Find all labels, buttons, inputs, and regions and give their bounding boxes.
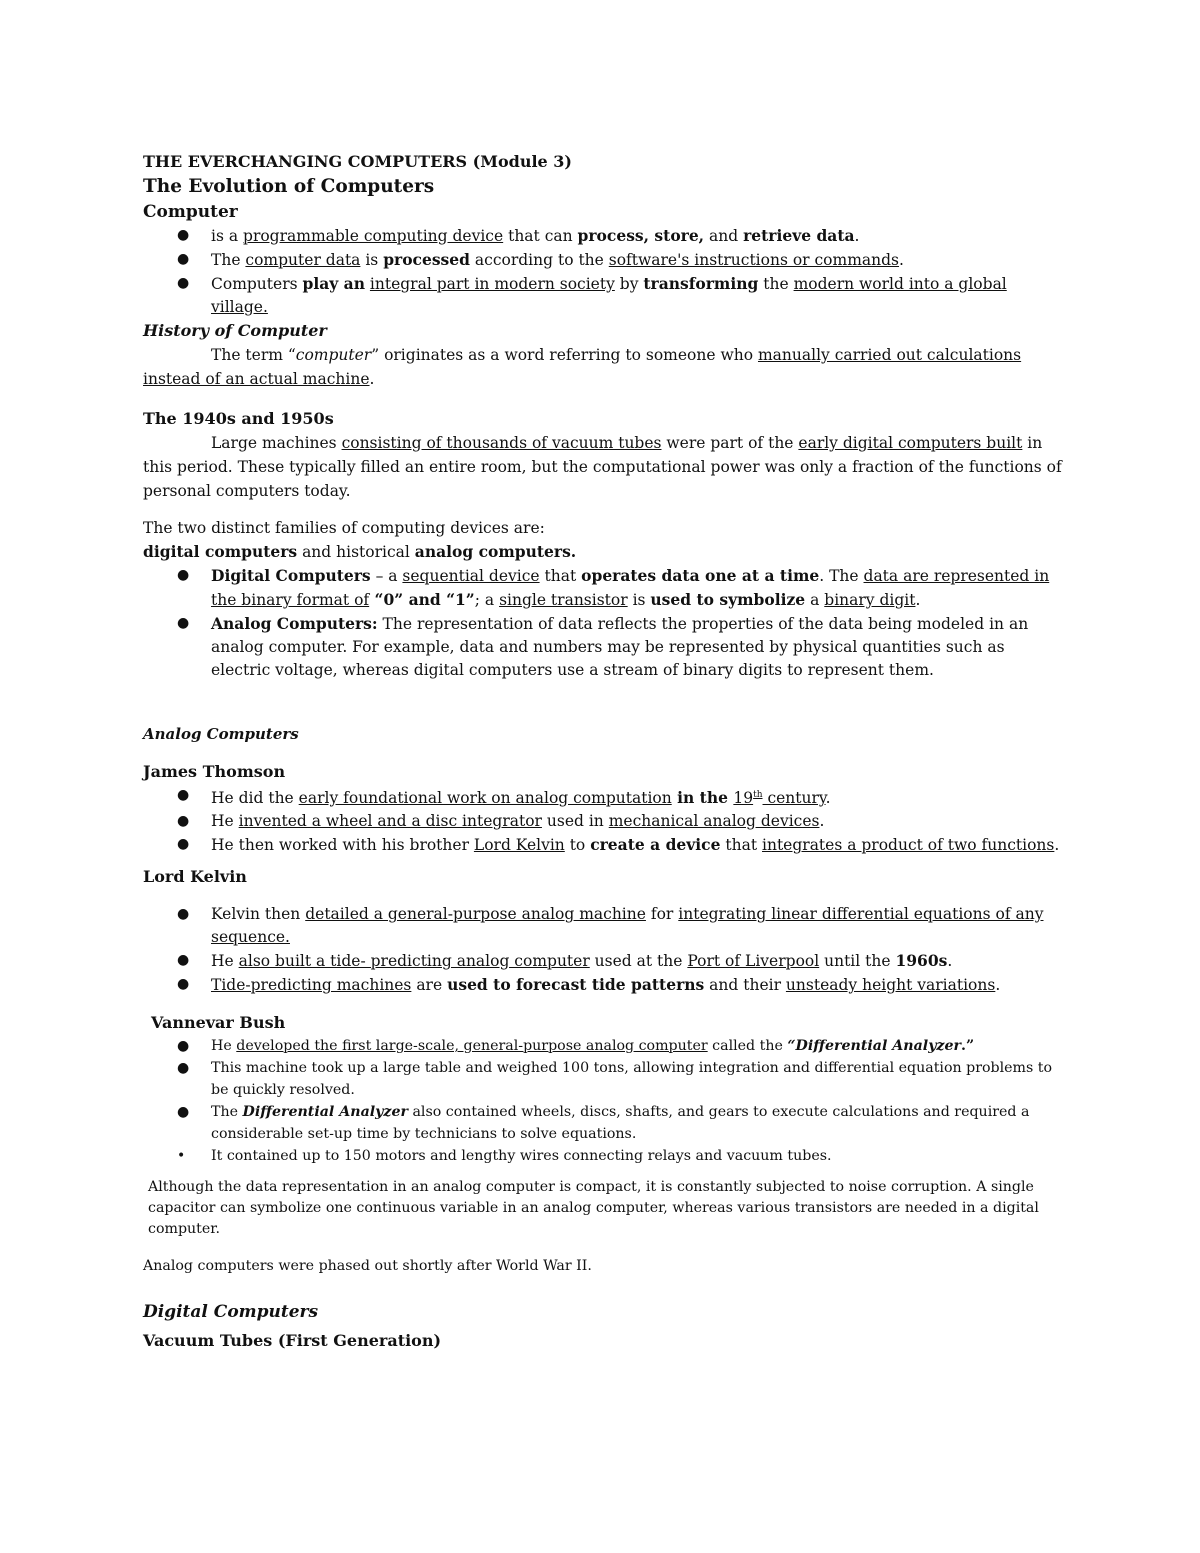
bullet-icon: ● <box>177 227 190 243</box>
bullet-icon: ● <box>177 813 190 830</box>
bullet-icon: ● <box>177 1060 190 1077</box>
list-item: • It contained up to 150 motors and lengthy wires connecting relays and vacuum tubes. <box>143 1145 1068 1167</box>
bullet-icon: • <box>177 1148 186 1165</box>
families-bullet-list <box>143 564 1068 682</box>
analog-phaseout-paragraph: Analog computers were phased out shortly after World War II. <box>143 1258 592 1275</box>
heading-digital-computers: Digital Computers <box>143 1302 319 1323</box>
heading-vacuum-tubes: Vacuum Tubes (First Generation) <box>143 1331 442 1351</box>
heading-lord-kelvin: Lord Kelvin <box>143 867 247 887</box>
heading-computer: Computer <box>143 202 238 222</box>
heading-analog-computers: Analog Computers <box>143 725 299 743</box>
bullet-icon: ● <box>177 787 190 803</box>
bullet-icon: ● <box>177 906 190 923</box>
bullet-icon: ● <box>177 275 190 291</box>
section-title-evolution: The Evolution of Computers <box>143 176 435 197</box>
bullet-icon: ● <box>177 836 190 853</box>
list-item: ● Kelvin then detailed a general-purpose analog machine for integrating linear differential equations of any sequence. <box>177 905 1044 947</box>
heading-james-thomson: James Thomson <box>143 762 286 781</box>
list-item: ● He invented a wheel and a disc integrator used in mechanical analog devices. <box>143 810 1068 833</box>
bush-bullet-list <box>143 1035 1068 1167</box>
bullet-icon: ● <box>177 952 190 969</box>
list-item: ● Analog Computers: The representation of data reflects the properties of the data being modeled in an analog computer. For example, data and numbers may be represented by physical quantities such as electric voltage, whereas digital computers use a stream of binary digits to represent them. <box>177 614 1029 679</box>
heading-vannevar-bush: Vannevar Bush <box>151 1013 286 1033</box>
list-item: ● Digital Computers – a sequential device that operates data one at a time. The data are represented in the binary format of “0” and “1”; a single transistor is used to symbolize a binary digit. <box>177 566 1050 609</box>
bullet-icon: ● <box>177 251 190 267</box>
list-item: ● He developed the first large-scale, general-purpose analog computer called the “Differential Analyzer.” <box>143 1035 1068 1057</box>
list-item: ● is a programmable computing device that can process, store, and retrieve data. <box>177 226 860 245</box>
1940s-paragraph: Large machines consisting of thousands of vacuum tubes were part of the early digital computers built in this period. These typically filled an entire room, but the computational power was only a fraction of the functions of personal computers today. <box>143 434 1062 500</box>
list-item: ● The computer data is processed according to the software's instructions or commands. <box>177 250 904 269</box>
families-line: digital computers and historical analog computers. <box>143 542 577 561</box>
list-item: ● He then worked with his brother Lord Kelvin to create a device that integrates a product of two functions. <box>177 835 1060 855</box>
list-item: ● He also built a tide- predicting analog computer used at the Port of Liverpool until the 1960s. <box>177 951 953 971</box>
computer-bullet-list <box>143 224 1068 319</box>
bullet-icon: ● <box>177 615 190 631</box>
bullet-icon: ● <box>177 976 190 993</box>
bullet-icon: ● <box>177 567 190 583</box>
document-title: THE EVERCHANGING COMPUTERS (Module 3) <box>143 152 572 171</box>
families-intro: The two distinct families of computing devices are: <box>143 519 545 537</box>
bullet-icon: ● <box>177 1038 190 1055</box>
list-item: ● This machine took up a large table and weighed 100 tons, allowing integration and differential equation problems to be quickly resolved. <box>143 1057 1068 1101</box>
list-item: ● Computers play an integral part in modern society by transforming the modern world into a global village. <box>177 274 1007 316</box>
list-item: ● The Differential Analyzer also contained wheels, discs, shafts, and gears to execute calculations and required a considerable set-up time by technicians to solve equations. <box>143 1101 1068 1145</box>
thomson-bullet-list <box>143 784 1068 857</box>
kelvin-bullet-list <box>143 903 1068 997</box>
analog-summary-paragraph: Although the data representation in an analog computer is compact, it is constantly subjected to noise corruption. A single capacitor can symbolize one continuous variable in an analog computer, whereas various transistors are needed in a digital computer. <box>148 1179 1039 1238</box>
list-item: ● He did the early foundational work on analog computation in the 19th century. <box>143 784 1068 810</box>
list-item: ● Tide-predicting machines are used to forecast tide patterns and their unsteady height variations. <box>177 975 1001 995</box>
heading-1940s: The 1940s and 1950s <box>143 409 334 428</box>
document-body <box>143 150 1068 1353</box>
history-paragraph: The term “computer” originates as a word referring to someone who manually carried out calculations instead of an actual machine. <box>143 346 1022 388</box>
bullet-icon: ● <box>177 1104 190 1121</box>
heading-history: History of Computer <box>143 321 327 340</box>
